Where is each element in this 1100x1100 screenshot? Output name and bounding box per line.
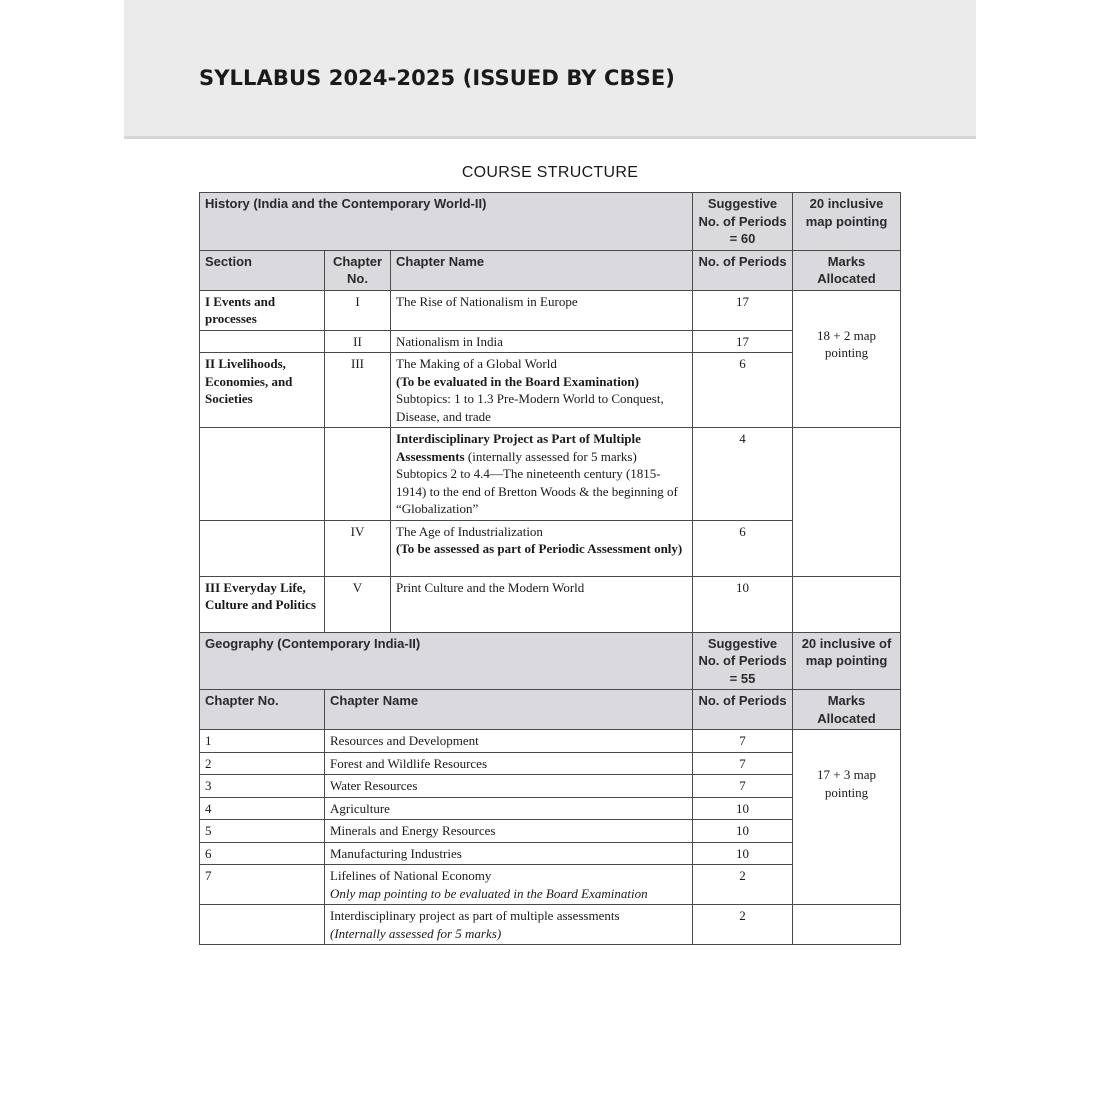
empty-cell [793,905,901,945]
history-header-row [200,193,901,251]
history-marks: 18 + 2 map pointing [793,290,901,428]
chapter-periods: 17 [693,290,793,330]
chapter-periods: 6 [693,353,793,428]
chapter-name: Minerals and Energy Resources [325,820,693,843]
history-column-header-row [200,250,901,290]
chapter-periods: 10 [693,842,793,865]
chapter-no: 7 [200,865,325,905]
table-row [200,428,901,521]
chapter-no: I [325,290,391,330]
chapter-periods: 7 [693,775,793,798]
chapter-note: (internally assessed for 5 marks) [464,448,637,464]
chapter-no: 2 [200,752,325,775]
table-row [200,905,901,945]
col-marks: Marks Allocated [793,690,901,730]
history-title: History (India and the Contemporary World-II) [200,193,693,251]
chapter-name-cell [325,905,693,945]
chapter-name: Lifelines of National Economy [330,868,492,883]
chapter-note: Only map pointing to be evaluated in the Board Examination [330,885,648,901]
geography-title: Geography (Contemporary India-II) [200,632,693,690]
col-chapter-no: Chapter No. [325,250,391,290]
chapter-name: Interdisciplinary project as part of multiple assessments [330,908,620,923]
section-label: III Everyday Life, Culture and Politics [200,576,325,632]
table-row [200,576,901,632]
chapter-subtopics: Subtopics: 1 to 1.3 Pre-Modern World to Conquest, Disease, and trade [396,391,664,424]
col-chapter-no: Chapter No. [200,690,325,730]
chapter-periods: 7 [693,730,793,753]
chapter-name: Agriculture [325,797,693,820]
col-periods: No. of Periods [693,250,793,290]
chapter-no: II [325,330,391,353]
empty-cell [200,520,325,576]
chapter-periods: 7 [693,752,793,775]
geography-column-header-row [200,690,901,730]
chapter-no: 6 [200,842,325,865]
empty-cell [325,428,391,521]
chapter-no: 1 [200,730,325,753]
chapter-name-cell [391,353,693,428]
chapter-periods: 10 [693,576,793,632]
geography-map-header: 20 inclusive of map pointing [793,632,901,690]
chapter-no: 3 [200,775,325,798]
col-section: Section [200,250,325,290]
col-chapter-name: Chapter Name [325,690,693,730]
table-row [200,290,901,330]
chapter-name: Print Culture and the Modern World [391,576,693,632]
col-periods: No. of Periods [693,690,793,730]
section-label: II Livelihoods, Economies, and Societies [200,353,325,428]
chapter-name: Manufacturing Industries [325,842,693,865]
chapter-subtopics: Subtopics 2 to 4.4—The nineteenth century (1815-1914) to the end of Bretton Woods & the beginning of “Globalization” [396,466,678,516]
empty-cell [200,330,325,353]
chapter-name-cell [391,520,693,576]
empty-cell [793,428,901,577]
section-label: I Events and processes [200,290,325,330]
history-map-header: 20 inclusive map pointing [793,193,901,251]
chapter-name: Water Resources [325,775,693,798]
history-periods-header: Suggestive No. of Periods = 60 [693,193,793,251]
course-structure-title: COURSE STRUCTURE [461,164,639,181]
chapter-name: Nationalism in India [391,330,693,353]
chapter-note: (To be assessed as part of Periodic Assessment only) [396,541,683,556]
chapter-periods: 10 [693,797,793,820]
empty-cell [200,428,325,521]
geography-header-row [200,632,901,690]
col-chapter-name: Chapter Name [391,250,693,290]
chapter-note: (To be evaluated in the Board Examination) [396,373,639,389]
chapter-periods: 2 [693,905,793,945]
chapter-note: (Internally assessed for 5 marks) [330,925,502,941]
chapter-periods: 4 [693,428,793,521]
chapter-no: IV [325,520,391,576]
table-row [200,730,901,753]
geography-periods-header: Suggestive No. of Periods = 55 [693,632,793,690]
syllabus-table [199,192,901,945]
chapter-no: 4 [200,797,325,820]
chapter-name-cell [325,865,693,905]
chapter-no: III [325,353,391,428]
chapter-no: 5 [200,820,325,843]
chapter-periods: 2 [693,865,793,905]
chapter-no: V [325,576,391,632]
page-title: SYLLABUS 2024-2025 (ISSUED BY CBSE) [199,66,675,90]
chapter-periods: 10 [693,820,793,843]
chapter-name-cell [391,428,693,521]
chapter-name: The Making of a Global World [396,356,557,371]
chapter-name: The Rise of Nationalism in Europe [391,290,693,330]
geography-marks: 17 + 3 map pointing [793,730,901,905]
empty-cell [200,905,325,945]
empty-cell [793,576,901,632]
chapter-periods: 17 [693,330,793,353]
col-marks: Marks Allocated [793,250,901,290]
chapter-periods: 6 [693,520,793,576]
chapter-name: The Age of Industrialization [396,523,543,539]
chapter-name: Forest and Wildlife Resources [325,752,693,775]
page-header [124,0,976,139]
chapter-name: Resources and Development [325,730,693,753]
chapter-name: Interdisciplinary Project as Part of Multiple Assessments [396,431,641,464]
